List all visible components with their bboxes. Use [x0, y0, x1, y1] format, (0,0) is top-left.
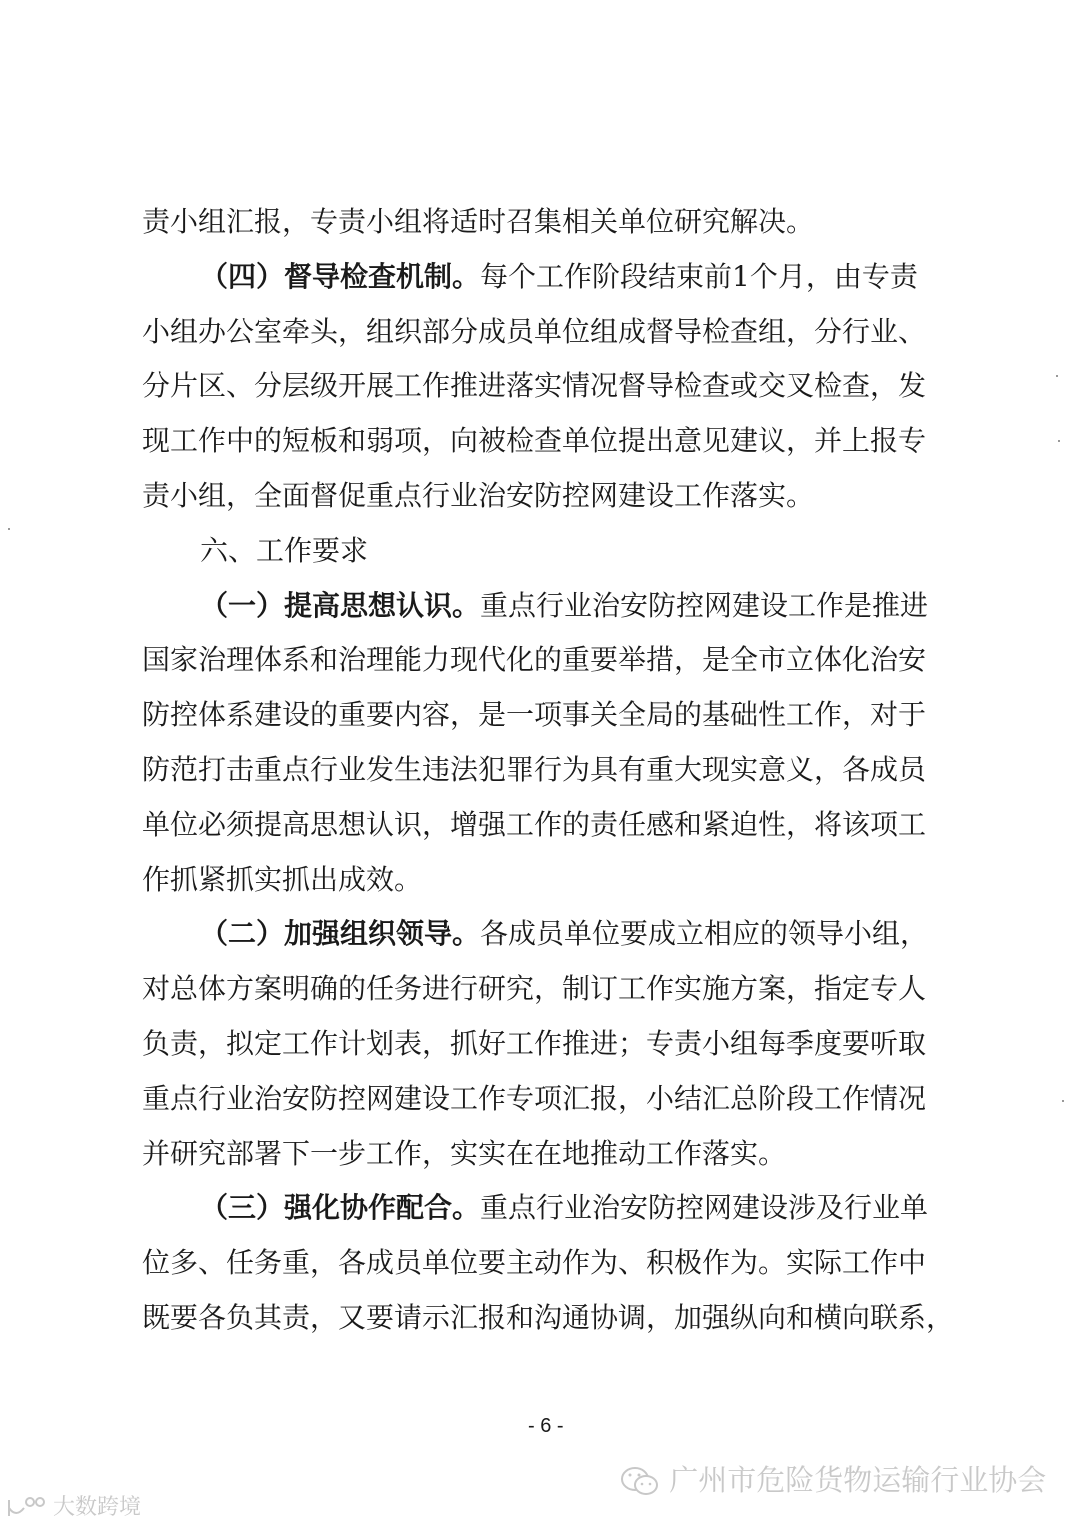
text-line — [200, 588, 962, 624]
line-text: 分片区、分层级开展工作推进落实情况督导检查或交叉检查，发 — [142, 369, 927, 403]
text-line — [142, 971, 962, 1007]
text-line — [142, 314, 962, 350]
text-line — [142, 478, 962, 514]
scan-speck — [1062, 1100, 1064, 1102]
text-line — [142, 1245, 962, 1281]
text-line — [200, 1190, 962, 1226]
line-text: 现工作中的短板和弱项，向被检查单位提出意见建议，并上报专 — [142, 424, 927, 458]
text-line — [200, 916, 962, 952]
text-line — [142, 642, 962, 678]
line-text: 各成员单位要成立相应的领导小组， — [480, 917, 929, 951]
line-text: 并研究部署下一步工作，实实在在地推动工作落实。 — [142, 1136, 787, 1170]
line-text: 对总体方案明确的任务进行研究，制订工作实施方案，指定专人 — [142, 972, 927, 1006]
text-line — [142, 862, 962, 898]
line-text: 每个工作阶段结束前1个月，由专责 — [480, 259, 918, 293]
text-line — [142, 752, 962, 788]
section-heading: （一）提高思想认识。 — [200, 588, 481, 622]
text-line — [142, 368, 962, 404]
line-text: 既要各负其责，又要请示汇报和沟通协调，加强纵向和横向联系， — [142, 1301, 955, 1334]
line-text: 六、工作要求 — [200, 533, 369, 567]
site-name: 大数跨境 — [53, 1495, 142, 1520]
text-line — [142, 1136, 962, 1172]
text-line — [142, 423, 962, 459]
site-logo-icon — [6, 1496, 46, 1520]
line-text: 小组办公室牵头，组织部分成员单位组成督导检查组，分行业、 — [142, 314, 927, 348]
wechat-watermark — [620, 1458, 1046, 1499]
section-heading: （四）督导检查机制。 — [200, 259, 481, 293]
wechat-account-name: 广州市危险货物运输行业协会 — [669, 1463, 1047, 1497]
text-line — [142, 204, 962, 240]
line-text: 单位必须提高思想认识，增强工作的责任感和紧迫性，将该项工 — [142, 807, 927, 841]
text-line — [142, 807, 962, 843]
line-text: 防控体系建设的重要内容，是一项事关全局的基础性工作，对于 — [142, 698, 927, 732]
text-line — [142, 697, 962, 733]
page-number: - 6 - — [528, 1415, 564, 1437]
text-line — [200, 259, 962, 295]
line-text: 位多、任务重，各成员单位要主动作为、积极作为。实际工作中 — [142, 1246, 927, 1280]
site-watermark — [6, 1490, 141, 1521]
line-text: 责小组汇报，专责小组将适时召集相关单位研究解决。 — [142, 205, 815, 238]
scan-speck — [8, 528, 10, 530]
wechat-icon — [620, 1465, 660, 1499]
line-text: 作抓紧抓实抓出成效。 — [142, 862, 423, 896]
text-line — [142, 1081, 962, 1117]
line-text: 重点行业治安防控网建设工作专项汇报，小结汇总阶段工作情况 — [142, 1081, 927, 1115]
line-text: 重点行业治安防控网建设工作是推进 — [480, 588, 929, 622]
text-line — [200, 533, 962, 569]
line-text: 重点行业治安防控网建设涉及行业单 — [480, 1191, 929, 1225]
section-heading: （三）强化协作配合。 — [200, 1191, 481, 1225]
text-line — [142, 1026, 962, 1062]
section-heading: （二）加强组织领导。 — [200, 917, 481, 951]
scan-speck — [1056, 375, 1058, 377]
line-text: 防范打击重点行业发生违法犯罪行为具有重大现实意义，各成员 — [142, 753, 927, 786]
line-text: 国家治理体系和治理能力现代化的重要举措，是全市立体化治安 — [142, 643, 927, 677]
scan-speck — [1058, 440, 1060, 442]
line-text: 负责，拟定工作计划表，抓好工作推进；专责小组每季度要听取 — [142, 1027, 927, 1060]
line-text: 责小组，全面督促重点行业治安防控网建设工作落实。 — [142, 479, 815, 512]
text-line — [142, 1300, 962, 1336]
